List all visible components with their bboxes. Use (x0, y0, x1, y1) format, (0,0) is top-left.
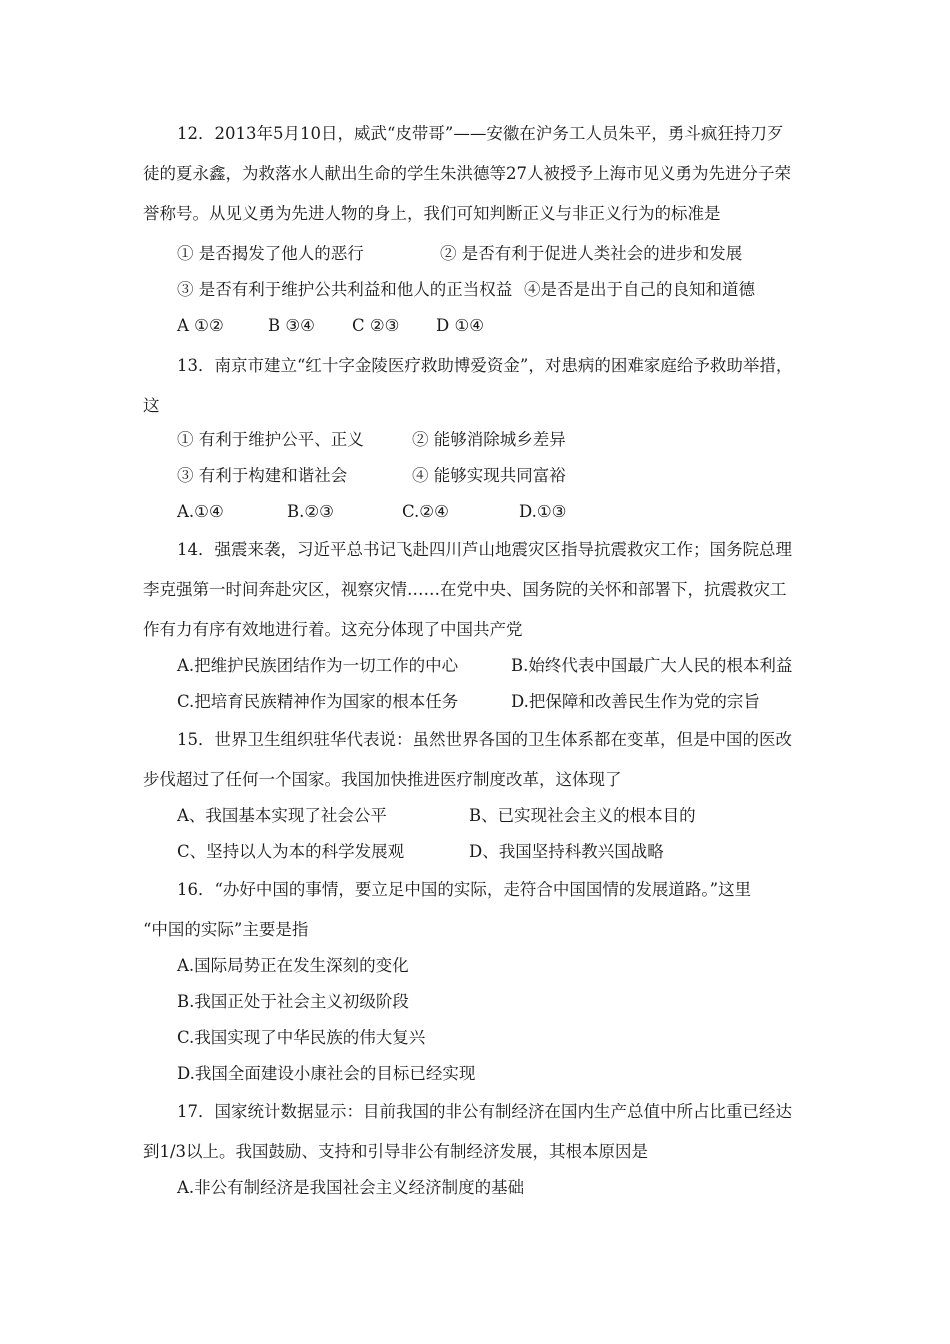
question-13-option-d: D.①③ (519, 502, 567, 521)
question-13-option-c: C.②④ (402, 502, 449, 521)
question-14-option-b: B.始终代表中国最广大人民的根本利益 (511, 656, 793, 675)
question-15-option-b: B、已实现社会主义的根本目的 (469, 806, 696, 825)
question-13-option-b: B.②③ (287, 502, 334, 521)
question-16-line-2: “中国的实际”主要是指 (143, 920, 309, 939)
question-12-statement-2: ② 是否有利于促进人类社会的进步和发展 (440, 244, 743, 263)
question-12-line-3: 誉称号。从见义勇为先进人物的身上，我们可知判断正义与非正义行为的标准是 (143, 204, 721, 223)
question-16-option-a: A.国际局势正在发生深刻的变化 (177, 956, 409, 975)
question-13-line-2: 这 (143, 396, 160, 415)
question-12-option-c: C ②③ (352, 316, 400, 335)
question-12-line-2: 徒的夏永鑫，为救落水人献出生命的学生朱洪德等27人被授予上海市见义勇为先进分子荣 (143, 164, 791, 183)
question-13-statement-1: ① 有利于维护公平、正义 (177, 430, 364, 449)
question-12-option-a: A ①② (177, 316, 224, 335)
question-15-line-2: 步伐超过了任何一个国家。我国加快推进医疗制度改革，这体现了 (143, 770, 622, 789)
question-13-statement-4: ④ 能够实现共同富裕 (412, 466, 566, 485)
question-13-statement-3: ③ 有利于构建和谐社会 (177, 466, 348, 485)
question-15-option-d: D、我国坚持科教兴国战略 (469, 842, 664, 861)
question-17-option-a: A.非公有制经济是我国社会主义经济制度的基础 (177, 1178, 525, 1197)
question-12-statement-3: ③ 是否有利于维护公共利益和他人的正当权益 (177, 280, 513, 299)
question-12-statement-4: ④是否是出于自己的良知和道德 (524, 280, 755, 299)
question-17-line-1: 17．国家统计数据显示：目前我国的非公有制经济在国内生产总值中所占比重已经达 (177, 1102, 792, 1121)
question-13-option-a: A.①④ (177, 502, 224, 521)
question-16-option-c: C.我国实现了中华民族的伟大复兴 (177, 1028, 426, 1047)
question-13-statement-2: ② 能够消除城乡差异 (412, 430, 566, 449)
question-15-option-a: A、我国基本实现了社会公平 (177, 806, 387, 825)
question-14-option-d: D.把保障和改善民生作为党的宗旨 (511, 692, 760, 711)
question-15-option-c: C、坚持以人为本的科学发展观 (177, 842, 405, 861)
question-15-line-1: 15．世界卫生组织驻华代表说：虽然世界各国的卫生体系都在变革，但是中国的医改 (177, 730, 792, 749)
question-16-option-b: B.我国正处于社会主义初级阶段 (177, 992, 409, 1011)
question-12-option-d: D ①④ (436, 316, 485, 335)
question-14-line-3: 作有力有序有效地进行着。这充分体现了中国共产党 (143, 620, 523, 639)
question-16-line-1: 16．“办好中国的事情，要立足中国的实际，走符合中国国情的发展道路。”这里 (177, 880, 752, 899)
question-12-option-b: B ③④ (268, 316, 315, 335)
question-14-line-1: 14．强震来袭，习近平总书记飞赴四川芦山地震灾区指导抗震救灾工作；国务院总理 (177, 540, 792, 559)
question-16-option-d: D.我国全面建设小康社会的目标已经实现 (177, 1064, 476, 1083)
question-17-line-2: 到1/3以上。我国鼓励、支持和引导非公有制经济发展，其根本原因是 (143, 1142, 649, 1161)
question-12-statement-1: ① 是否揭发了他人的恶行 (177, 244, 364, 263)
question-14-option-a: A.把维护民族团结作为一切工作的中心 (177, 656, 459, 675)
question-12-line-1: 12．2013年5月10日，威武“皮带哥”——安徽在沪务工人员朱平，勇斗疯狂持刀歹 (177, 124, 784, 143)
question-14-option-c: C.把培育民族精神作为国家的根本任务 (177, 692, 459, 711)
question-14-line-2: 李克强第一时间奔赴灾区，视察灾情……在党中央、国务院的关怀和部署下，抗震救灾工 (143, 580, 787, 599)
question-13-line-1: 13．南京市建立“红十字金陵医疗救助博爱资金”，对患病的困难家庭给予救助举措， (177, 356, 793, 375)
